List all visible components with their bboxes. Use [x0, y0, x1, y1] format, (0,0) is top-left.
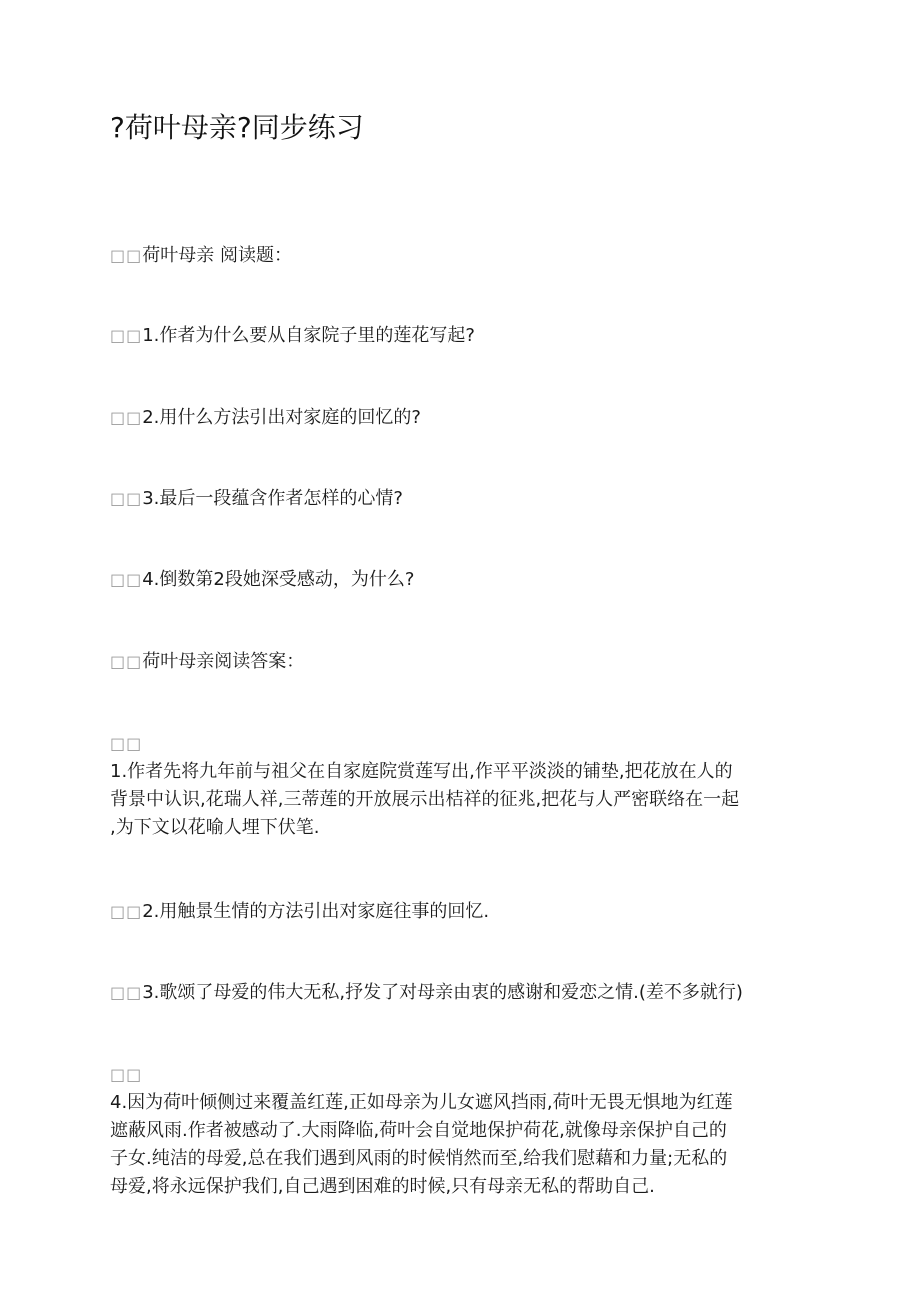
document-title: ?荷叶母亲?同步练习 [110, 111, 364, 144]
answer-line: ,为下文以花喻人埋下伏笔. [110, 817, 320, 838]
indent-marker: □□ [110, 902, 143, 921]
indent-marker: □□ [110, 246, 143, 265]
questions-heading-text: 荷叶母亲 阅读题： [142, 245, 292, 266]
question-text: 4.倒数第2段她深受感动，为什么? [142, 569, 415, 590]
indent-marker: □□ [110, 489, 143, 508]
answer-line: 遮蔽风雨.作者被感动了.大雨降临,荷叶会自觉地保护荷花,就像母亲保护自己的 [110, 1120, 727, 1141]
indent-marker: □□ [110, 570, 143, 589]
indent-marker: □□ [110, 1065, 143, 1084]
answer-2 [110, 900, 489, 924]
indent-marker: □□ [110, 652, 143, 671]
answer-line: 母爱,将永远保护我们,自己遇到困难的时候,只有母亲无私的帮助自己. [110, 1176, 655, 1197]
indent-marker: □□ [110, 408, 143, 427]
answer-1 [110, 730, 815, 842]
question-4 [110, 568, 414, 592]
answer-text: 3.歌颂了母爱的伟大无私,抒发了对母亲由衷的感谢和爱恋之情.(差不多就行) [142, 982, 743, 1003]
answers-heading-text: 荷叶母亲阅读答案： [142, 651, 305, 672]
answer-text: 2.用触景生情的方法引出对家庭往事的回忆. [142, 901, 490, 922]
question-2 [110, 406, 421, 430]
question-text: 1.作者为什么要从自家院子里的莲花写起? [142, 325, 475, 346]
answer-line: 子女.纯洁的母爱,总在我们遇到风雨的时候悄然而至,给我们慰藉和力量;无私的 [110, 1148, 728, 1169]
answer-line: 4.因为荷叶倾侧过来覆盖红莲,正如母亲为儿女遮风挡雨,荷叶无畏无惧地为红莲 [110, 1092, 733, 1113]
answer-line: 背景中认识,花瑞人祥,三蒂莲的开放展示出桔祥的征兆,把花与人严密联络在一起 [110, 789, 740, 810]
answers-heading [110, 650, 304, 674]
answer-3 [110, 981, 743, 1005]
question-text: 3.最后一段蕴含作者怎样的心情? [142, 488, 403, 509]
indent-marker: □□ [110, 983, 143, 1002]
question-3 [110, 487, 403, 511]
indent-marker: □□ [110, 326, 143, 345]
question-text: 2.用什么方法引出对家庭的回忆的? [142, 407, 421, 428]
question-1 [110, 324, 475, 348]
answer-line: 1.作者先将九年前与祖父在自家庭院赏莲写出,作平平淡淡的铺垫,把花放在人的 [110, 761, 733, 782]
indent-marker: □□ [110, 734, 143, 753]
answer-4 [110, 1061, 815, 1201]
questions-heading [110, 244, 292, 268]
